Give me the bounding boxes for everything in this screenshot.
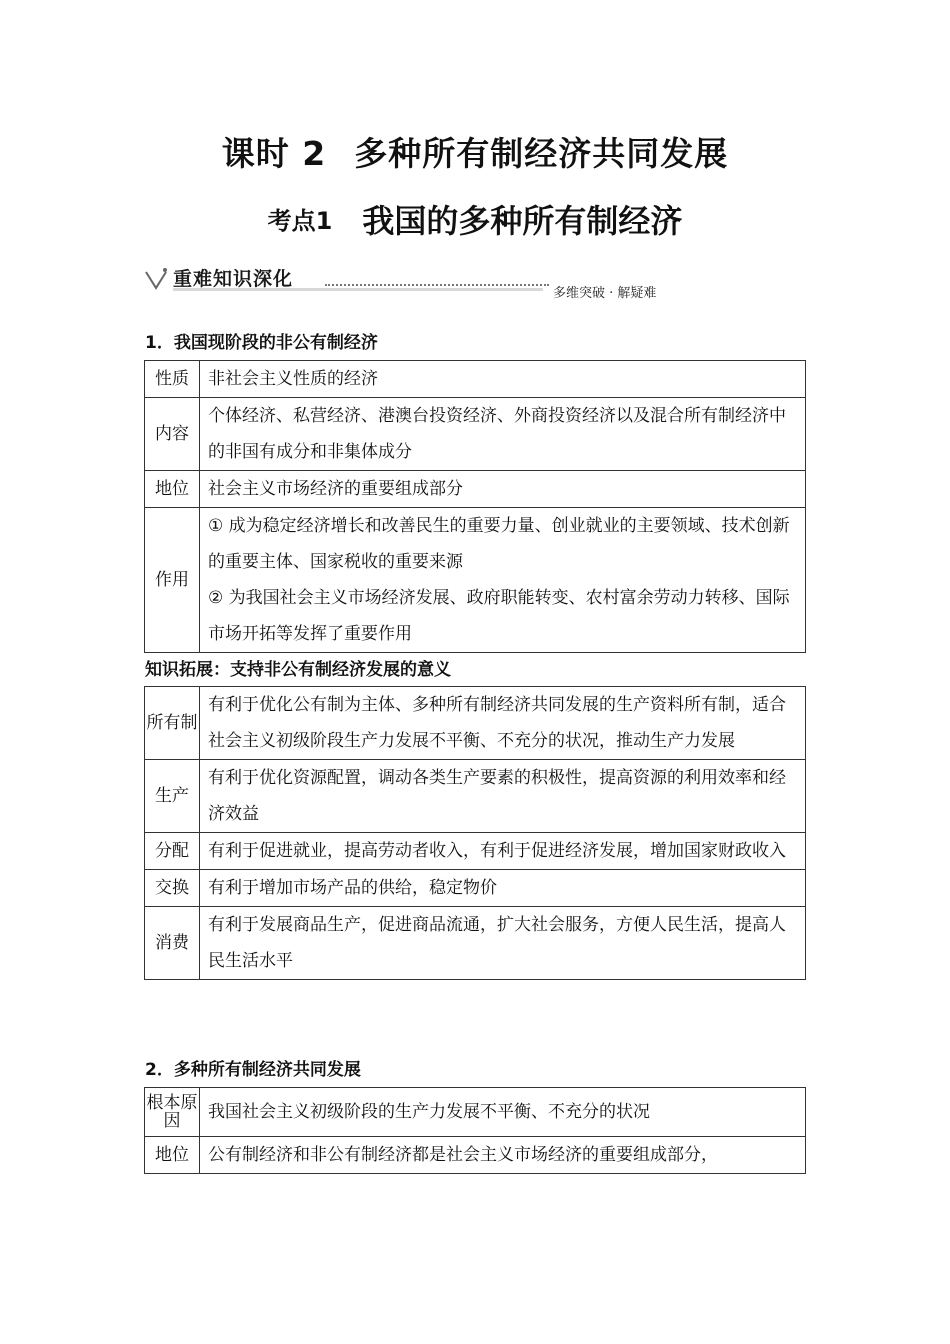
table-row [145, 687, 806, 760]
table-row [145, 471, 806, 508]
row-label: 分配 [145, 833, 200, 870]
banner-dots [325, 284, 549, 286]
row-value: 我国社会主义初级阶段的生产力发展不平衡、不充分的状况 [200, 1088, 806, 1137]
banner-subtitle: 多维突破 · 解疑难 [553, 286, 657, 301]
lesson-number: 课时 2 [221, 134, 327, 173]
row-label: 交换 [145, 870, 200, 907]
section1-heading: 1．我国现阶段的非公有制经济 [145, 333, 378, 353]
row-value [200, 508, 806, 653]
row-value: 公有制经济和非公有制经济都是社会主义市场经济的重要组成部分， [200, 1137, 806, 1174]
row-label: 地位 [145, 1137, 200, 1174]
banner-title: 重难知识深化 [173, 268, 294, 290]
table-row [145, 760, 806, 833]
row-value-point-2: ② 为我国社会主义市场经济发展、政府职能转变、农村富余劳动力转移、国际市场开拓等发挥了重要作用 [208, 588, 790, 644]
extension-heading: 知识拓展：支持非公有制经济发展的意义 [145, 660, 451, 680]
chevron-mark-icon [143, 266, 169, 292]
table-row [145, 907, 806, 980]
row-label: 所有制 [145, 687, 200, 760]
table-row [145, 361, 806, 398]
row-label: 内容 [145, 398, 200, 471]
row-value: 有利于优化公有制为主体、多种所有制经济共同发展的生产资料所有制，适合社会主义初级阶段生产力发展不平衡、不充分的状况，推动生产力发展 [200, 687, 806, 760]
subtitle-text: 我国的多种所有制经济 [362, 202, 683, 240]
row-value: 社会主义市场经济的重要组成部分 [200, 471, 806, 508]
section2-heading: 2．多种所有制经济共同发展 [145, 1060, 361, 1080]
section2-table [144, 1087, 806, 1174]
section1-table [144, 360, 806, 653]
table-row [145, 833, 806, 870]
lesson-title [0, 128, 950, 175]
table-row [145, 870, 806, 907]
row-label: 生产 [145, 760, 200, 833]
table-row [145, 1088, 806, 1137]
row-label: 性质 [145, 361, 200, 398]
row-value: 有利于增加市场产品的供给，稳定物价 [200, 870, 806, 907]
table-row [145, 508, 806, 653]
section-subtitle [0, 196, 950, 242]
row-value: 有利于发展商品生产，促进商品流通，扩大社会服务，方便人民生活，提高人民生活水平 [200, 907, 806, 980]
row-value: 个体经济、私营经济、港澳台投资经济、外商投资经济以及混合所有制经济中的非国有成分和非集体成分 [200, 398, 806, 471]
row-value: 非社会主义性质的经济 [200, 361, 806, 398]
row-value: 有利于促进就业，提高劳动者收入，有利于促进经济发展，增加国家财政收入 [200, 833, 806, 870]
table-row [145, 1137, 806, 1174]
table-row [145, 398, 806, 471]
row-value: 有利于优化资源配置，调动各类生产要素的积极性，提高资源的利用效率和经济效益 [200, 760, 806, 833]
row-value-point-1: ① 成为稳定经济增长和改善民生的重要力量、创业就业的主要领域、技术创新的重要主体、国家税收的重要来源 [208, 516, 790, 572]
extension-table [144, 686, 806, 980]
section-banner [143, 262, 657, 301]
row-label: 作用 [145, 508, 200, 653]
row-label: 消费 [145, 907, 200, 980]
kaodian-label: 考点1 [267, 207, 333, 235]
row-label: 根本原因 [145, 1088, 200, 1137]
row-label: 地位 [145, 471, 200, 508]
lesson-name: 多种所有制经济共同发展 [354, 134, 729, 173]
